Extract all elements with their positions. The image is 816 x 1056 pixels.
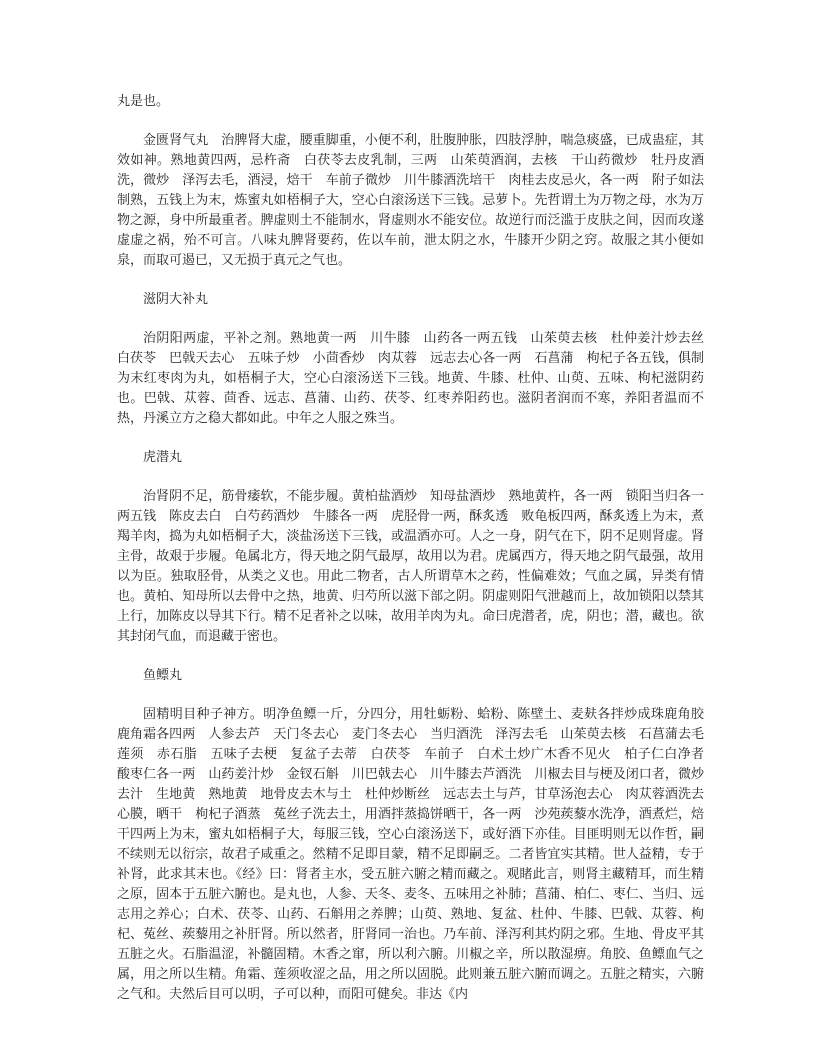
heading-huqian-wan: 虎潜丸 [143,450,183,465]
paragraph-yubiao-wan: 固精明目种子神方。明净鱼鳔一斤，分四分，用牡蛎粉、蛤粉、陈壁土、麦麸各拌炒成珠鹿角胶 鹿角霜各四两 人参去芦 天门冬去心 麦门冬去心 当归酒洗 泽泻去毛 山茱萸去核 石菖蒲去毛 莲须 赤石脂 五味子去梗 复盆子去蒂 白茯苓 车前子 白术土炒广木香不见火 柏子仁白净者 酸枣仁各一两 山药姜汁炒 金钗石斛 川巴戟去心 川牛膝去芦酒洗 川椒去目与梗及闭口者，微炒去汁 生地黄 熟地黄 地骨皮去木与土 杜仲炒断丝 远志去土与芦，甘草汤泡去心 肉苁蓉酒洗去心膜，晒干 枸杞子酒蒸 菟丝子洗去土，用酒拌蒸捣饼晒干，各一两 沙苑蒺藜水洗净，酒煮烂，焙干四两上为末，蜜丸如梧桐子大，每服三钱，空心白滚汤送下，或好酒下亦佳。目匪明则无以作哲，嗣不续则无以衍宗，故君子咸重之。然精不足即目蒙，精不足即嗣乏。二者皆宜实其精。世人益精，专于补肾，此求其末也。《经》曰：肾者主水，受五脏六腑之精而藏之。观睹此言，则肾主藏精耳，而生精之原，固本于五脏六腑也。是丸也，人参、天冬、麦冬、五味用之补肺；菖蒲、柏仁、枣仁、当归、远志用之养心；白术、茯苓、山药、石斛用之养脾；山萸、熟地、复盆、杜仲、牛膝、巴戟、苁蓉、枸杞、菟丝、蒺藜用之补肝肾。所以然者，肝肾同一治也。乃车前、泽泻利其灼阴之邪。生地、骨皮平其五脏之火。石脂温涩，补髓固精。木香之窜，所以利六腑。川椒之辛，所以散湿痹。角胶、鱼鳔血气之属，用之所以生精。角霜、莲须收涩之品，用之所以固脱。此则兼五脏六腑而调之。五脏之精实，六腑之气和。夫然后目可以明，子可以种，而阳可健矣。非达《内 [117,707,718,1002]
intro-tail: 丸是也。 [117,94,170,109]
paragraph-jinkui-shenqi-wan: 金匮肾气丸 治脾肾大虚，腰重脚重，小便不利，肚腹肿胀，四肢浮肿，喘急痰盛，已成蛊症，其效如神。熟地黄四两，忌杵斋 白茯苓去皮乳制，三两 山茱萸酒润，去核 干山药微炒 牡丹皮酒洗，微炒 泽泻去毛，酒浸，焙干 车前子微炒 川牛膝酒洗培干 肉桂去皮忌火，各一两 附子如法制熟，五钱上为末，炼蜜丸如梧桐子大，空心白滚汤送下三钱。忌萝卜。先哲谓土为万物之母，水为万物之源，身中所最重者。脾虚则土不能制水，肾虚则水不能安位。故逆行而泛滥于皮肤之间，因而攻遂虚虚之祸，殆不可言。八味丸脾肾要药，佐以车前，泄太阴之水，牛膝开少阴之窍。故服之其小便如泉，而取可遏已，又无损于真元之气也。 [117,133,704,268]
paragraph-ziyin-dabu-wan: 治阴阳两虚，平补之剂。熟地黄一两 川牛膝 山药各一两五钱 山茱萸去核 杜仲姜汁炒去丝 白茯苓 巴戟天去心 五味子炒 小茴香炒 肉苁蓉 远志去心各一两 石菖蒲 枸杞子各五钱，俱制为末红枣肉为丸，如梧桐子大，空心白滚汤送下三钱。地黄、牛膝、杜仲、山萸、五味、枸杞滋阴药也。巴戟、苁蓉、茴香、远志、菖蒲、山药、茯苓、红枣养阳药也。滋阴者润而不寒，养阳者温而不热，丹溪立方之稳大都如此。中年之人服之殊当。 [117,331,718,426]
heading-yubiao-wan: 鱼鳔丸 [143,668,183,683]
heading-ziyin-dabu-wan: 滋阴大补丸 [143,292,209,307]
paragraph-huqian-wan: 治肾阴不足，筋骨痿软，不能步履。黄柏盐酒炒 知母盐酒炒 熟地黄杵，各一两 锁阳当归各一两五钱 陈皮去白 白芍药酒炒 牛膝各一两 虎胫骨一两，酥炙透 败龟板四两，酥炙透上为末，煮羯羊肉，捣为丸如梧桐子大，淡盐汤送下三钱，或温酒亦可。人之一身，阴气在下，阴不足则肾虚。肾主骨，故艰于步履。龟属北方，得天地之阴气最厚，故用以为君。虎属西方，得天地之阴气最强，故用以为臣。独取胫骨，从类之义也。用此二物者，古人所谓草木之药，性偏难效；气血之属，异类有情也。黄柏、知母所以去骨中之热，地黄、归芍所以滋下部之阴。阴虚则阳气泄越而上，故加锁阳以禁其上行，加陈皮以导其下行。精不足者补之以味，故用羊肉为丸。命曰虎潜者，虎，阴也；潜，藏也。欲其封闭气血，而退藏于密也。 [117,489,704,644]
